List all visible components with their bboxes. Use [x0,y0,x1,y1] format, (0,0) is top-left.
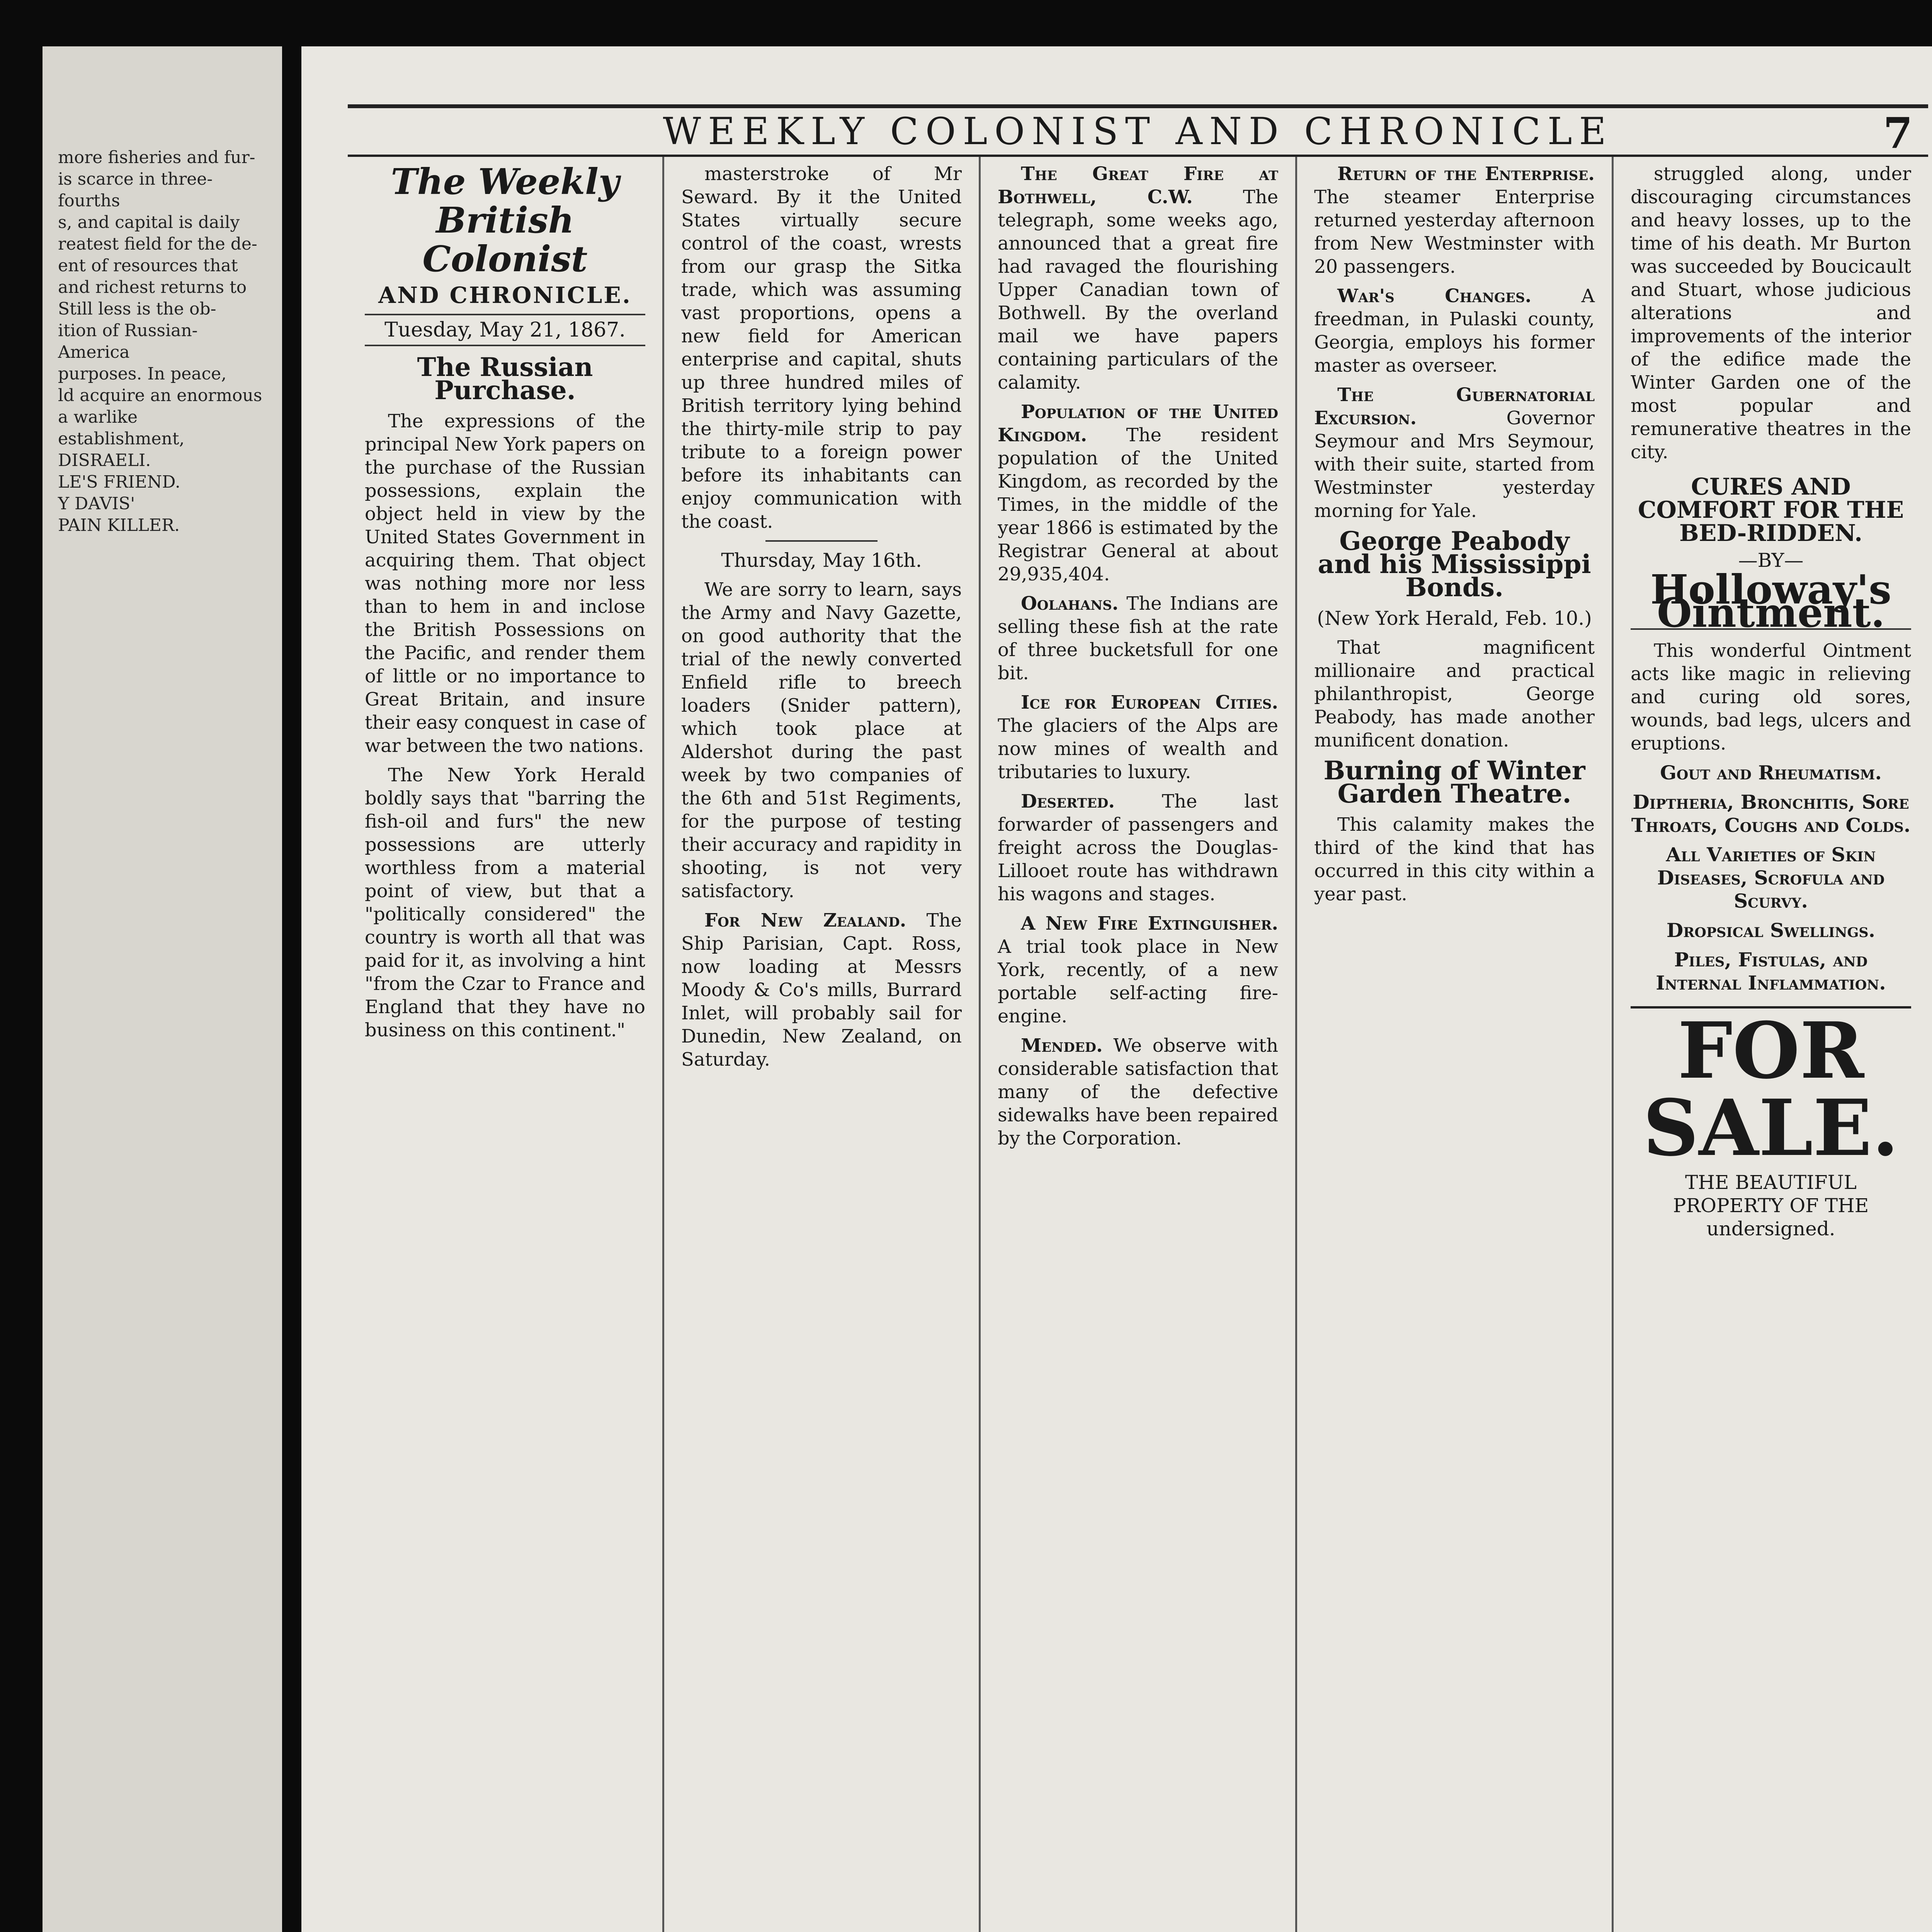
item-text: The Ship Parisian, Capt. Ross, now loading at Messrs Moody & Co's mills, Burrard Inlet, will probably sail for Dunedin, New Zealand, on Saturday. [681,910,962,1070]
item-title: Mended. [1021,1035,1103,1056]
ad-product-name: Holloway's Ointment. [1631,578,1911,630]
ad-by: —BY— [1738,549,1804,571]
article-paragraph: struggled along, under discouraging circumstances and heavy losses, up to the time of his death. Mr Burton was succeeded by Boucicault and Stuart, whose judicious alterations and improvements of the interior of the edifice made the Winter Garden one of the most popular and remunerative theatres in the city. [1631,163,1911,463]
page-number: 7 [1883,108,1913,158]
adjacent-page-line: LE'S FRIEND. [58,472,180,492]
item-title: Ice for European Cities. [1021,692,1278,713]
divider [765,540,878,542]
adjacent-page-line: s, and capital is daily [58,213,240,232]
adjacent-page-line: ent of resources that [58,256,238,276]
article-headline: The Russian Purchase. [417,352,593,405]
item-title: A New Fire Extinguisher. [1021,913,1278,934]
adjacent-page-line: is scarce in three-fourths [58,169,213,211]
column-1 [348,155,662,1932]
column-2 [662,155,979,1932]
article-paragraph: This calamity makes the third of the kind that has occurred in this city within a year past. [1314,814,1595,905]
article-source: (New York Herald, Feb. 10.) [1317,607,1592,629]
adjacent-page-line: DISRAELI. [58,451,151,470]
adjacent-page-fragment [43,46,282,1932]
dateline: Thursday, May 16th. [721,549,922,571]
ad-paragraph: This wonderful Ointment acts like magic in relieving and curing old sores, wounds, bad legs, ulcers and eruptions. [1631,640,1911,754]
news-item [998,912,1278,1028]
columns [348,155,1928,1932]
item-title: Deserted. [1021,791,1115,812]
ad-subheading: Piles, Fistulas, and Internal Inflammation. [1656,948,1886,994]
news-item [1314,284,1595,377]
item-title: Oolahans. [1021,593,1119,614]
masthead: WEEKLY COLONIST AND CHRONICLE [348,104,1928,157]
for-sale-heading: FOR SALE. [1631,1006,1911,1167]
item-text: The steamer Enterprise returned yesterday afternoon from New Westminster with 20 passengers. [1314,186,1595,277]
news-item [998,400,1278,586]
adjacent-page-line: PAIN KILLER. [58,515,180,535]
article-paragraph [681,909,962,1071]
item-text: The telegraph, some weeks ago, announced that a great fire had ravaged the flourishing Upper Canadian town of Bothwell. By the overland mail we have papers containing particulars of the calamity. [998,186,1278,393]
for-sale-text: THE BEAUTIFUL PROPERTY OF THE undersigned. [1673,1171,1869,1240]
item-title: Population of the United Kingdom. [998,401,1278,446]
ad-title: CURES AND COMFORT FOR THE BED-RIDDEN. [1638,473,1904,547]
article-paragraph: The expressions of the principal New York papers on the purchase of the Russian possessions, explain the object held in view by the United States Government in acquiring them. That object was nothing more nor less than to hem in and inclose the British Possessions on the Pacific, and render them of little or no importance to Great Britain, and insure their easy conquest in case of war between the two nations. [365,410,645,757]
column-3 [979,155,1295,1932]
news-item [1314,383,1595,522]
column-5 [1612,155,1928,1932]
item-title: War's Changes. [1337,285,1532,307]
column-4 [1295,155,1612,1932]
adjacent-page-line: ld acquire an enormous [58,386,262,405]
item-title: The Gubernatorial Excursion. [1314,384,1595,429]
news-item [998,592,1278,685]
item-title: Return of the Enterprise. [1337,163,1595,185]
item-text: The last forwarder of passengers and freight across the Douglas-Lillooet route has withdrawn his wagons and stages. [998,791,1278,905]
article-paragraph: masterstroke of Mr Seward. By it the United States virtually secure control of the coast, wrests from our grasp the Sitka trade, which was assuming vast proportions, opens a new field for American enterprise and capital, shuts up three hundred miles of British territory lying behind the thirty-mile strip to pay tribute to a foreign power before its inhabitants can enjoy communication with the coast. [681,163,962,532]
item-text: The glaciers of the Alps are now mines of wealth and tributaries to luxury. [998,715,1278,783]
item-text: A freedman, in Pulaski county, Georgia, employs his former master as overseer. [1314,285,1595,376]
news-item [998,162,1278,394]
item-text: The Indians are selling these fish at the rate of three bucketsfull for one bit. [998,593,1278,684]
ad-subheading: All Varieties of Skin Diseases, Scrofula and Scurvy. [1657,843,1885,912]
ad-subheading: Diptheria, Bronchitis, Sore Throats, Coughs and Colds. [1631,791,1911,837]
adjacent-page-line: Still less is the ob- [58,299,216,319]
news-item [998,691,1278,784]
adjacent-page-line: and richest returns to [58,277,247,297]
paper-title: The Weekly British Colonist [391,161,619,280]
ad-subheading: Dropsical Swellings. [1666,919,1876,942]
adjacent-page-line: a warlike establishment, [58,407,185,449]
dateline: Tuesday, May 21, 1867. [365,314,645,346]
article-headline: George Peabody and his Mississippi Bonds. [1318,526,1591,602]
article-paragraph: The New York Herald boldly says that "barring the fish-oil and furs" the new possessions are utterly worthless from a material point of view, but that a "politically considered" the country is worth all that was paid for it, as involving a hint "from the Czar to France and England that they have no business on this continent." [365,764,645,1041]
article-paragraph: We are sorry to learn, says the Army and Navy Gazette, on good authority that the trial of the newly converted Enfield rifle to breech loaders (Snider pattern), which took place at Aldershot during the past week by two companies of the 6th and 51st Regiments, for the purpose of testing their accuracy and rapidity in shooting, is not very satisfactory. [681,579,962,902]
adjacent-page-line: Y DAVIS' [58,494,135,514]
news-item [998,1034,1278,1150]
paper-subtitle: AND CHRONICLE. [378,282,632,308]
item-title: For New Zealand. [704,910,906,931]
adjacent-page-line: reatest field for the de- [58,234,257,254]
article-paragraph: That magnificent millionaire and practical philanthropist, George Peabody, has made another munificent donation. [1314,637,1595,751]
item-text: A trial took place in New York, recently, of a new portable self-acting fire-engine. [998,936,1278,1027]
newspaper-page [301,46,1932,1932]
item-text: Governor Seymour and Mrs Seymour, with their suite, started from Westminster yesterday morning for Yale. [1314,407,1595,522]
adjacent-page-line: more fisheries and fur- [58,148,255,167]
ad-subheading: Gout and Rheumatism. [1660,761,1882,784]
news-item [998,790,1278,906]
news-item [1314,162,1595,278]
item-text: The resident population of the United Kingdom, as recorded by the Times, in the middle of the year 1866 is estimated by the Registrar General at about 29,935,404. [998,424,1278,585]
item-title: The Great Fire at Bothwell, C.W. [998,163,1278,208]
adjacent-page-line: purposes. In peace, [58,364,227,384]
adjacent-page-line: ition of Russian-America [58,321,198,362]
adjacent-page-text [58,147,267,536]
item-text: We observe with considerable satisfaction that many of the defective sidewalks have been repaired by the Corporation. [998,1035,1278,1149]
article-headline: Burning of Winter Garden Theatre. [1323,755,1585,809]
